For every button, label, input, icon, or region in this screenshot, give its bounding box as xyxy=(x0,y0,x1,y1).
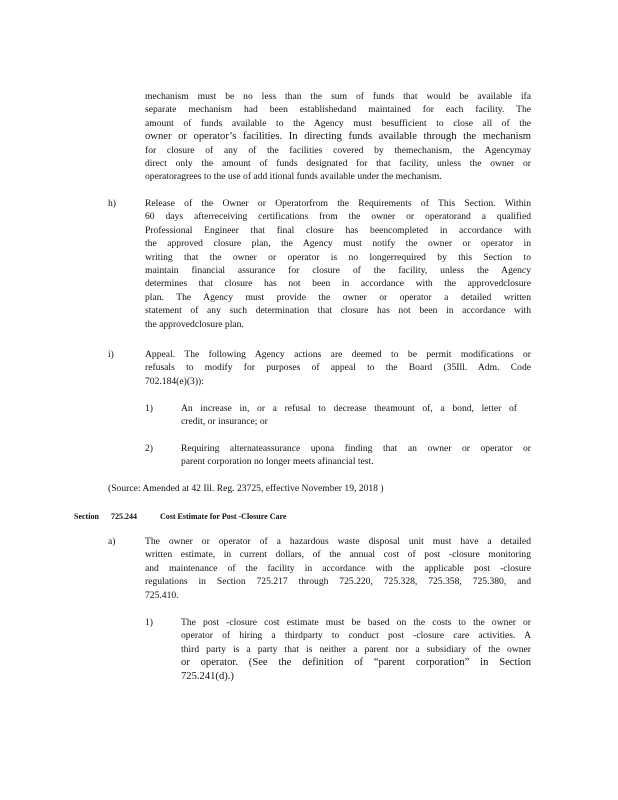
continuation-paragraph xyxy=(145,90,531,184)
section-word: Section xyxy=(74,512,99,521)
text-line: third party is a party that is neither a parent nor a subsidiary of the owner xyxy=(181,643,531,655)
text-line: and maintenance of the facility in accordance with the applicable post -closure xyxy=(145,562,531,574)
item-i-paragraph xyxy=(145,348,531,388)
text-line: or operator. (See the definition of “parent corporation” in Section xyxy=(181,657,531,669)
text-line: 725.410. xyxy=(145,589,179,601)
text-line: regulations in Section 725.217 through 725.220, 725.328, 725.358, 725.380, and xyxy=(145,576,531,588)
section-title: Cost Estimate for Post -Closure Care xyxy=(160,512,287,521)
subitem-label-i2: 2) xyxy=(145,443,153,454)
text-line: separate mechanism had been establishedand maintained for each facility. The xyxy=(145,104,531,116)
text-line: written estimate, in current dollars, of the annual cost of post -closure monitoring xyxy=(145,549,531,561)
text-line: mechanism must be no less than the sum of funds that would be available ifa xyxy=(145,91,531,102)
source-note: (Source: Amended at 42 Ill. Reg. 23725, effective November 19, 2018 ) xyxy=(108,483,384,494)
text-line: writing that the owner or operator is no longerrequired by this Section to xyxy=(145,251,531,263)
item-h-paragraph xyxy=(145,197,531,331)
text-line: The owner or operator of a hazardous waste disposal unit must have a detailed xyxy=(145,536,531,547)
text-line: An increase in, or a refusal to decrease theamount of, a bond, letter of xyxy=(181,403,517,414)
text-line: operator of hiring a thirdparty to conduct post -closure care activities. A xyxy=(181,630,531,642)
text-line: plan. The Agency must provide the owner or operator a detailed written xyxy=(145,291,531,303)
subitem-i2-paragraph xyxy=(181,442,531,469)
subitem-label-a1: 1) xyxy=(145,617,153,628)
item-label-a: a) xyxy=(108,536,116,547)
text-line: operatoragrees to the use of add itional funds available under the mechanism. xyxy=(145,171,442,183)
text-line: the approved closure plan, the Agency must notify the owner or operator in xyxy=(145,238,531,250)
text-line: maintain financial assurance for closure of the facility, unless the Agency xyxy=(145,265,531,277)
text-line: 725.241(d).) xyxy=(181,670,234,682)
text-line: Requiring alternateassurance upona finding that an owner or operator or xyxy=(181,443,531,454)
text-line: credit, or insurance; or xyxy=(181,416,268,428)
text-line: The post -closure cost estimate must be based on the costs to the owner or xyxy=(181,617,531,628)
text-line: Appeal. The following Agency actions are deemed to be permit modifications or xyxy=(145,349,531,360)
subitem-i1-paragraph xyxy=(181,402,517,429)
text-line: 60 days afterreceiving certifications from the owner or operatorand a qualified xyxy=(145,211,531,223)
subitem-label-i1: 1) xyxy=(145,403,153,414)
text-line: statement of any such determination that closure has not been in accordance with xyxy=(145,305,531,317)
text-line: refusals to modify for purposes of appeal to the Board (35Ill. Adm. Code xyxy=(145,362,531,374)
section-number: 725.244 xyxy=(111,512,137,521)
text-line: for closure of any of the facilities covered by themechanism, the Agencymay xyxy=(145,144,531,156)
text-line: parent corporation no longer meets afinancial test. xyxy=(181,456,374,468)
text-line: determines that closure has not been in accordance with the approvedclosure xyxy=(145,278,531,290)
text-line: the approvedclosure plan. xyxy=(145,318,244,330)
text-line: 702.184(e)(3)): xyxy=(145,375,204,387)
text-line: direct only the amount of funds designated for that facility, unless the owner or xyxy=(145,158,531,170)
subitem-a1-paragraph xyxy=(181,616,531,683)
item-label-i: i) xyxy=(108,349,114,360)
text-line: Professional Engineer that final closure has beencompleted in accordance with xyxy=(145,224,531,236)
item-label-h: h) xyxy=(108,198,116,209)
text-line: owner or operator’s facilities. In directing funds available through the mechanism xyxy=(145,131,531,143)
text-line: Release of the Owner or Operatorfrom the Requirements of This Section. Within xyxy=(145,198,531,209)
text-line: amount of funds available to the Agency must besufficient to close all of the xyxy=(145,117,531,129)
item-a-paragraph xyxy=(145,535,531,602)
